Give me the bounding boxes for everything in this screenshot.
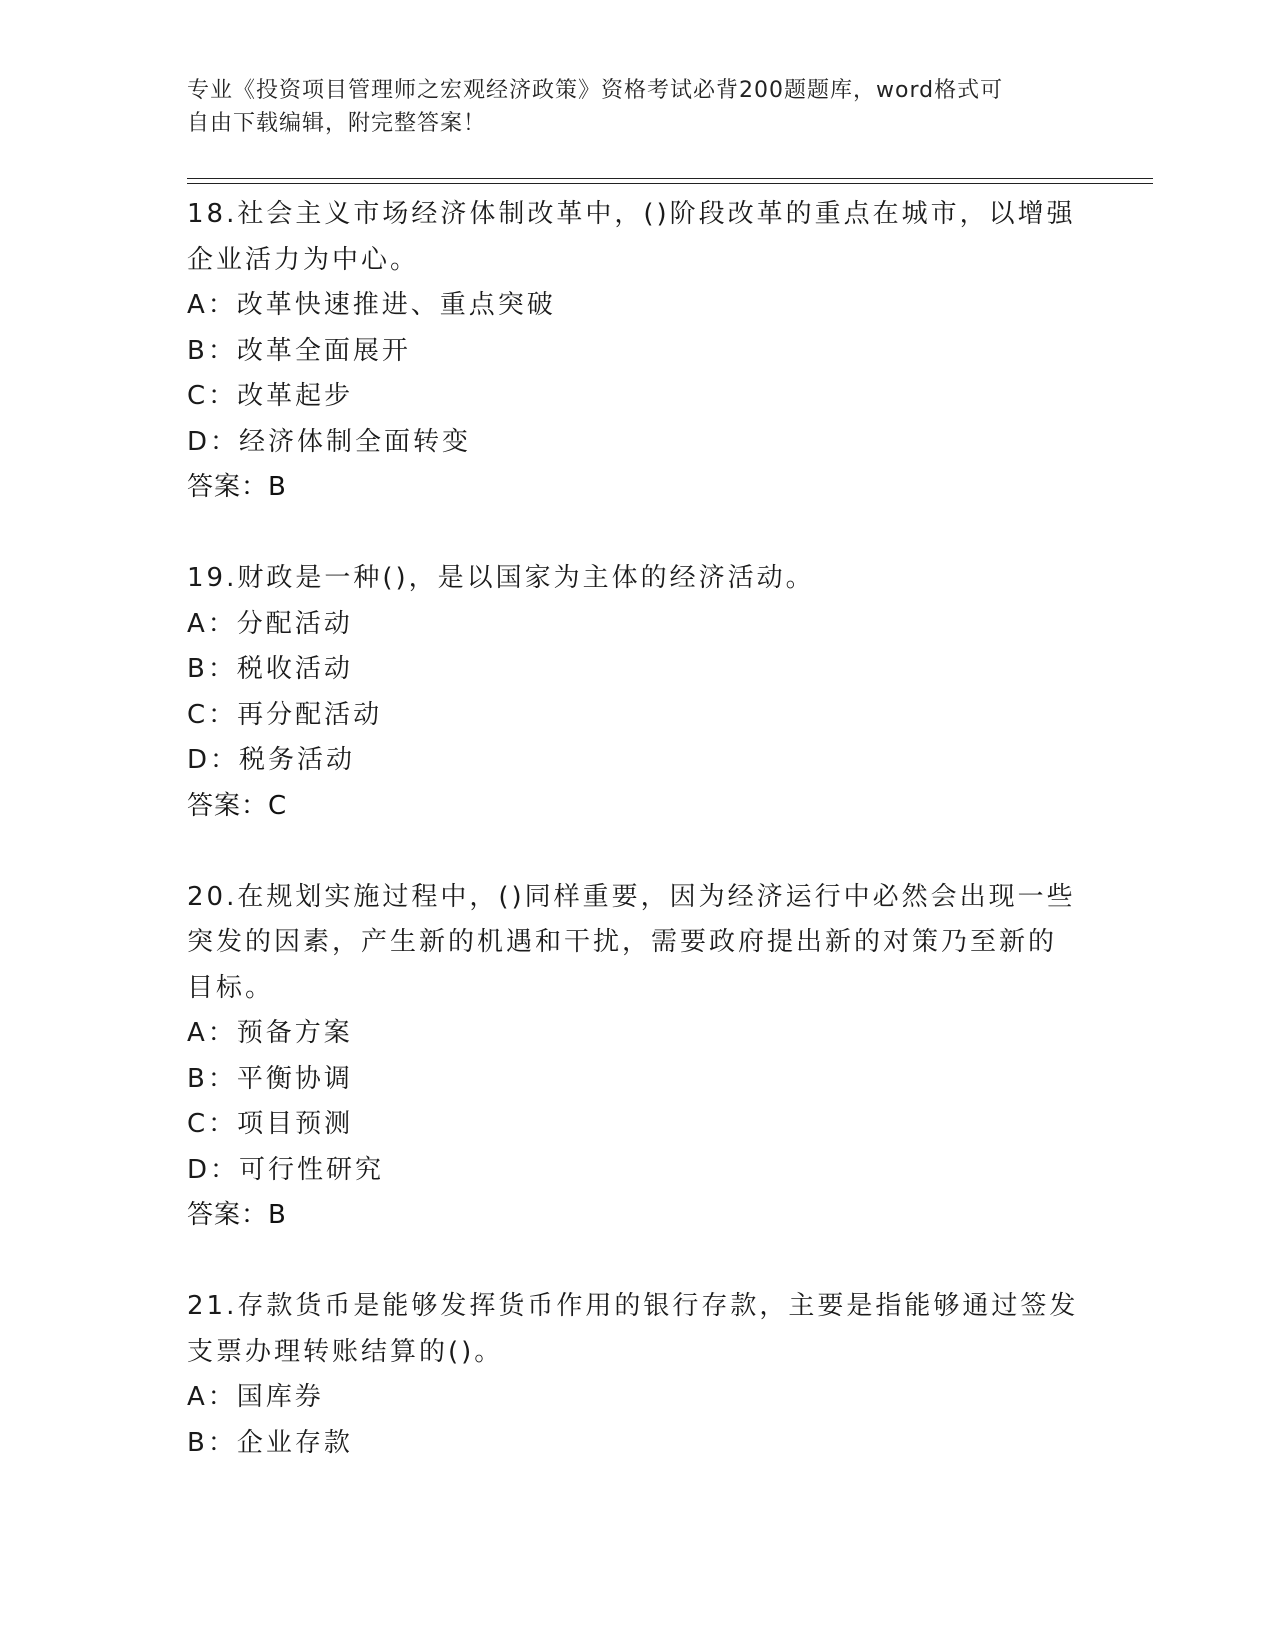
answer-option: C：再分配活动 — [187, 699, 383, 730]
document-header — [187, 74, 1087, 140]
question-spacer — [187, 1239, 1087, 1285]
header-divider-top — [187, 178, 1153, 179]
answer-key: 答案：B — [187, 1200, 287, 1230]
question-stem-line: 20.在规划实施过程中，()同样重要，因为经济运行中必然会出现一些 — [187, 881, 1076, 912]
question-stem-line: 企业活力为中心。 — [187, 244, 420, 275]
answer-option: A：改革快速推进、重点突破 — [187, 290, 556, 320]
question-stem-line: 21.存款货币是能够发挥货币作用的银行存款，主要是指能够通过签发 — [187, 1291, 1079, 1321]
answer-option: D：可行性研究 — [187, 1154, 385, 1185]
question-block — [187, 1284, 1087, 1466]
answer-option: C：改革起步 — [187, 381, 354, 411]
answer-option: B：税收活动 — [187, 654, 353, 684]
answer-option: A：预备方案 — [187, 1018, 353, 1048]
question-stem-line: 支票办理转账结算的()。 — [187, 1336, 504, 1367]
answer-option: B：平衡协调 — [187, 1063, 353, 1094]
answer-option: A：分配活动 — [187, 608, 353, 639]
answer-option: B：改革全面展开 — [187, 335, 411, 366]
question-block — [187, 875, 1087, 1239]
answer-option: C：项目预测 — [187, 1109, 354, 1139]
question-stem-line: 突发的因素，产生新的机遇和干扰，需要政府提出新的对策乃至新的 — [187, 927, 1058, 957]
answer-option: B：企业存款 — [187, 1427, 353, 1458]
answer-option: D：税务活动 — [187, 745, 356, 775]
question-stem-line: 19.财政是一种()，是以国家为主体的经济活动。 — [187, 563, 815, 593]
header-divider-bottom — [187, 183, 1153, 184]
answer-option: D：经济体制全面转变 — [187, 426, 472, 457]
answer-option: A：国库券 — [187, 1382, 324, 1412]
header-line-1: 专业《投资项目管理师之宏观经济政策》资格考试必背200题题库，word格式可 — [187, 78, 1004, 103]
question-spacer — [187, 829, 1087, 875]
header-line-2: 自由下载编辑，附完整答案！ — [187, 111, 487, 136]
question-stem-line: 目标。 — [187, 972, 275, 1003]
question-block — [187, 192, 1087, 511]
question-spacer — [187, 511, 1087, 557]
answer-key: 答案：B — [187, 472, 287, 502]
question-stem-line: 18.社会主义市场经济体制改革中，()阶段改革的重点在城市，以增强 — [187, 199, 1076, 229]
question-list — [187, 192, 1087, 1466]
answer-key: 答案：C — [187, 790, 288, 821]
question-block — [187, 556, 1087, 829]
